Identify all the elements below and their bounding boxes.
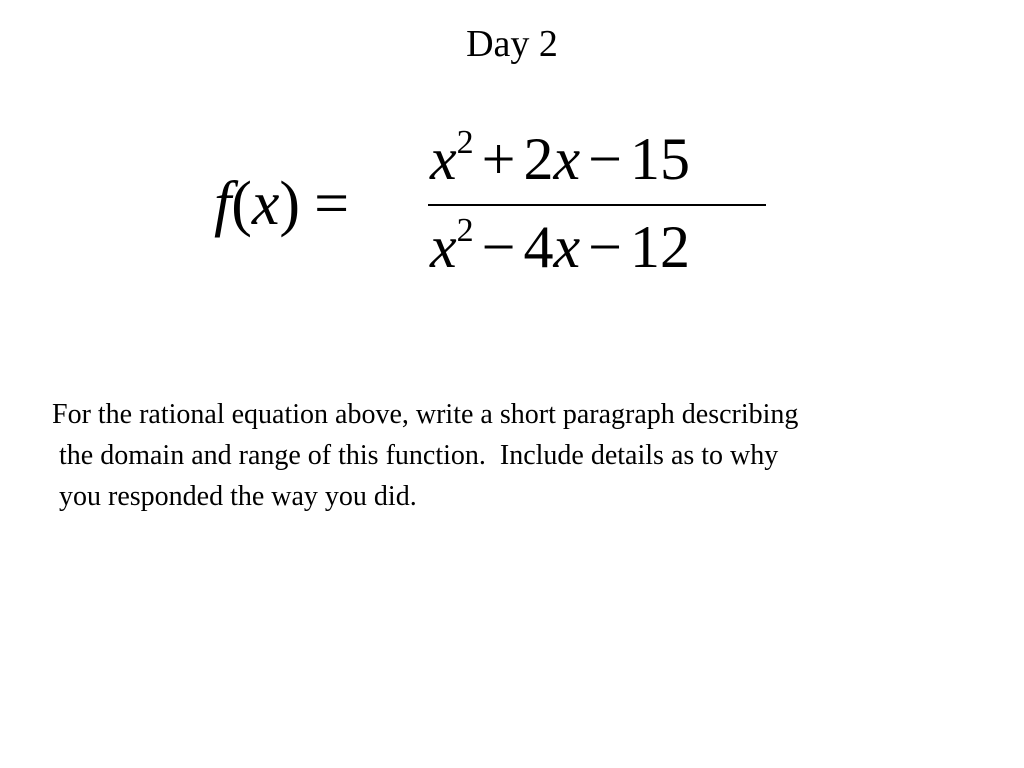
equation-lhs (214, 164, 349, 244)
numerator-operator-2: − (588, 126, 622, 192)
numerator-constant: 15 (629, 126, 690, 192)
assignment-prompt (52, 394, 992, 517)
numerator-exponent: 2 (456, 124, 474, 161)
numerator-operator-1: + (481, 126, 516, 192)
denominator (430, 214, 766, 280)
denominator-operator-2: − (588, 214, 622, 280)
denominator-exponent: 2 (456, 212, 474, 249)
function-variable: x (251, 170, 280, 238)
numerator-variable-2: x (553, 126, 581, 192)
close-paren: ) (279, 170, 301, 238)
denominator-variable: x (430, 214, 457, 280)
equals-sign: = (314, 170, 350, 238)
denominator-constant: 12 (629, 214, 690, 280)
denominator-variable-2: x (553, 214, 581, 280)
open-paren: ( (231, 170, 252, 238)
prompt-line-3: you responded the way you did. (52, 481, 417, 512)
denominator-coefficient: 4 (523, 214, 554, 280)
fraction-bar (428, 204, 766, 206)
prompt-line-2: the domain and range of this function. Include details as to why (52, 440, 779, 471)
numerator (430, 126, 766, 192)
rational-function-equation (210, 120, 780, 290)
function-name: f (214, 170, 232, 238)
numerator-variable: x (430, 126, 457, 192)
slide-title: Day 2 (466, 23, 558, 65)
prompt-line-1: For the rational equation above, write a short paragraph describing (52, 399, 799, 430)
denominator-operator-1: − (481, 214, 516, 280)
numerator-coefficient: 2 (523, 126, 554, 192)
